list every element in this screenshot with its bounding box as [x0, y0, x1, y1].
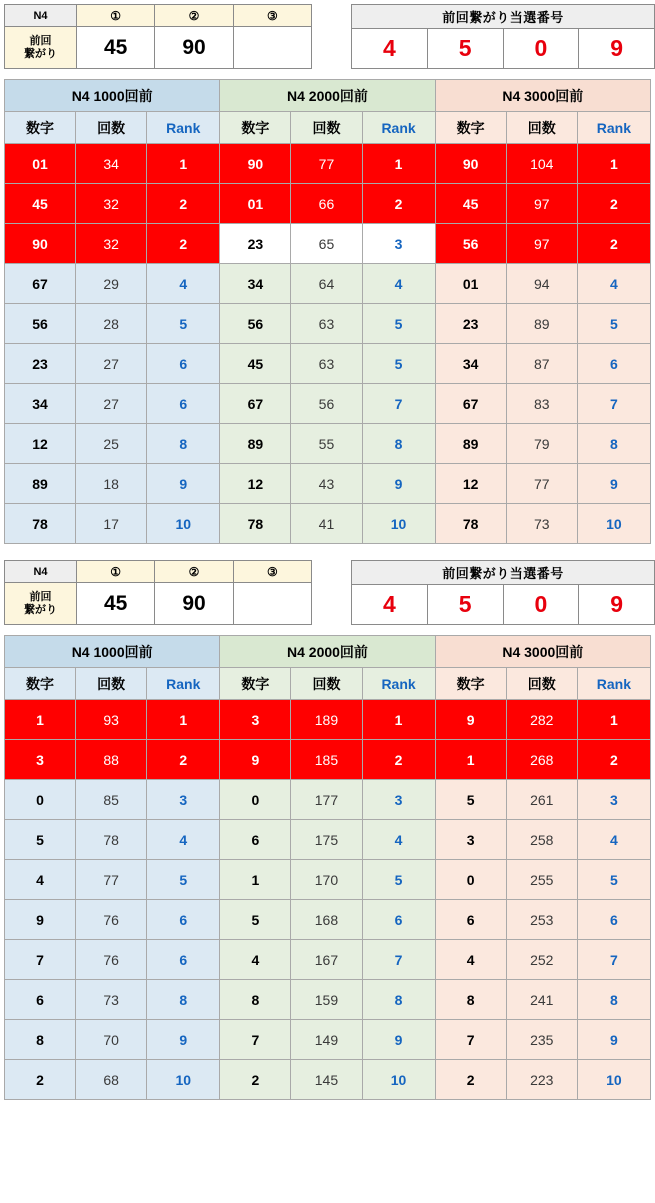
table-row	[5, 424, 651, 464]
table-row	[5, 940, 651, 980]
cell-1000-num-9: 8	[5, 1020, 76, 1060]
cell-1000-rank-5: 5	[147, 304, 220, 344]
cell-1000-num-6: 9	[5, 900, 76, 940]
cell-3000-num-7: 67	[435, 384, 506, 424]
cell-1000-rank-8: 8	[147, 980, 220, 1020]
cell-2000-rank-3: 3	[362, 780, 435, 820]
cell-1000-cnt-4: 78	[76, 820, 147, 860]
cell-3000-num-2: 45	[435, 184, 506, 224]
column-header-2000-rank: Rank	[362, 668, 435, 700]
column-header-3000-num: 数字	[435, 668, 506, 700]
column-header-1000-cnt: 回数	[76, 112, 147, 144]
cell-3000-cnt-6: 253	[506, 900, 577, 940]
cell-2000-cnt-3: 65	[291, 224, 362, 264]
winning-digit-2: 5	[427, 29, 503, 69]
stats-section-2	[0, 556, 655, 1100]
cell-1000-cnt-9: 18	[76, 464, 147, 504]
cell-2000-rank-10: 10	[362, 504, 435, 544]
table-row	[5, 700, 651, 740]
cell-1000-cnt-2: 32	[76, 184, 147, 224]
table-row	[5, 780, 651, 820]
table-row	[5, 344, 651, 384]
column-header-1000-num: 数字	[5, 668, 76, 700]
cell-2000-rank-6: 5	[362, 344, 435, 384]
cell-3000-rank-7: 7	[577, 940, 650, 980]
mini-value-1: 45	[77, 27, 155, 69]
cell-2000-cnt-10: 41	[291, 504, 362, 544]
cell-2000-rank-8: 8	[362, 980, 435, 1020]
table-row	[5, 504, 651, 544]
cell-1000-num-2: 3	[5, 740, 76, 780]
cell-1000-rank-3: 2	[147, 224, 220, 264]
cell-2000-cnt-3: 177	[291, 780, 362, 820]
cell-2000-num-3: 0	[220, 780, 291, 820]
cell-2000-rank-7: 7	[362, 940, 435, 980]
cell-3000-num-6: 34	[435, 344, 506, 384]
mini-row-label: 前回 繋がり	[5, 583, 77, 625]
cell-1000-num-5: 56	[5, 304, 76, 344]
table-row	[5, 184, 651, 224]
column-header-2000-num: 数字	[220, 668, 291, 700]
winning-number-title: 前回繋がり当選番号	[352, 561, 655, 585]
cell-1000-rank-8: 8	[147, 424, 220, 464]
cell-1000-num-3: 90	[5, 224, 76, 264]
cell-2000-cnt-1: 77	[291, 144, 362, 184]
cell-1000-cnt-7: 27	[76, 384, 147, 424]
cell-3000-num-8: 89	[435, 424, 506, 464]
previous-link-table-wrap	[4, 560, 312, 625]
cell-3000-rank-6: 6	[577, 900, 650, 940]
cell-3000-rank-4: 4	[577, 264, 650, 304]
summary-block	[0, 556, 655, 625]
cell-3000-rank-5: 5	[577, 860, 650, 900]
cell-2000-num-6: 45	[220, 344, 291, 384]
cell-2000-rank-7: 7	[362, 384, 435, 424]
cell-3000-cnt-8: 79	[506, 424, 577, 464]
column-header-1000-rank: Rank	[147, 112, 220, 144]
cell-2000-num-1: 3	[220, 700, 291, 740]
table-row	[5, 224, 651, 264]
cell-1000-num-4: 67	[5, 264, 76, 304]
cell-2000-rank-9: 9	[362, 464, 435, 504]
winning-number-table	[351, 560, 655, 625]
cell-3000-num-1: 9	[435, 700, 506, 740]
cell-1000-cnt-2: 88	[76, 740, 147, 780]
table-row	[5, 980, 651, 1020]
cell-2000-cnt-10: 145	[291, 1060, 362, 1100]
cell-2000-num-9: 12	[220, 464, 291, 504]
column-header-1000-rank: Rank	[147, 668, 220, 700]
cell-2000-num-7: 4	[220, 940, 291, 980]
cell-1000-rank-10: 10	[147, 504, 220, 544]
cell-3000-num-3: 5	[435, 780, 506, 820]
column-header-3000-num: 数字	[435, 112, 506, 144]
cell-1000-cnt-6: 27	[76, 344, 147, 384]
cell-3000-cnt-9: 77	[506, 464, 577, 504]
cell-1000-num-7: 34	[5, 384, 76, 424]
cell-2000-rank-6: 6	[362, 900, 435, 940]
cell-2000-num-10: 2	[220, 1060, 291, 1100]
cell-3000-rank-2: 2	[577, 184, 650, 224]
mini-value-3	[233, 27, 311, 69]
mini-row-label: 前回 繋がり	[5, 27, 77, 69]
cell-3000-cnt-10: 73	[506, 504, 577, 544]
mini-value-2: 90	[155, 583, 233, 625]
table-row	[5, 1020, 651, 1060]
frequency-table	[4, 79, 651, 544]
group-header-3000: N4 3000回前	[435, 80, 650, 112]
cell-1000-cnt-3: 32	[76, 224, 147, 264]
cell-2000-cnt-7: 56	[291, 384, 362, 424]
cell-3000-num-5: 0	[435, 860, 506, 900]
cell-3000-rank-3: 3	[577, 780, 650, 820]
cell-2000-cnt-6: 168	[291, 900, 362, 940]
cell-2000-rank-1: 1	[362, 144, 435, 184]
cell-1000-num-7: 7	[5, 940, 76, 980]
cell-1000-rank-10: 10	[147, 1060, 220, 1100]
frequency-table-wrap	[0, 79, 655, 544]
table-row	[5, 740, 651, 780]
cell-2000-num-8: 8	[220, 980, 291, 1020]
cell-2000-rank-4: 4	[362, 820, 435, 860]
cell-3000-rank-1: 1	[577, 700, 650, 740]
column-header-2000-num: 数字	[220, 112, 291, 144]
cell-2000-cnt-8: 55	[291, 424, 362, 464]
cell-2000-rank-5: 5	[362, 860, 435, 900]
cell-1000-num-3: 0	[5, 780, 76, 820]
cell-3000-cnt-9: 235	[506, 1020, 577, 1060]
cell-2000-num-9: 7	[220, 1020, 291, 1060]
cell-3000-rank-5: 5	[577, 304, 650, 344]
mini-value-1: 45	[77, 583, 155, 625]
cell-1000-num-1: 01	[5, 144, 76, 184]
cell-2000-num-4: 34	[220, 264, 291, 304]
cell-3000-num-3: 56	[435, 224, 506, 264]
table-row	[5, 1060, 651, 1100]
cell-2000-rank-5: 5	[362, 304, 435, 344]
cell-2000-num-4: 6	[220, 820, 291, 860]
cell-3000-num-9: 12	[435, 464, 506, 504]
table-row	[5, 820, 651, 860]
cell-3000-num-5: 23	[435, 304, 506, 344]
cell-1000-rank-5: 5	[147, 860, 220, 900]
mini-col-header-2: ②	[155, 561, 233, 583]
winning-number-wrap	[351, 560, 655, 625]
mini-table-label: N4	[5, 561, 77, 583]
cell-1000-num-8: 12	[5, 424, 76, 464]
cell-2000-num-10: 78	[220, 504, 291, 544]
winning-number-table	[351, 4, 655, 69]
table-row	[5, 860, 651, 900]
column-header-3000-rank: Rank	[577, 668, 650, 700]
cell-3000-rank-8: 8	[577, 424, 650, 464]
cell-3000-num-2: 1	[435, 740, 506, 780]
cell-2000-num-2: 01	[220, 184, 291, 224]
winning-number-wrap	[351, 4, 655, 69]
cell-2000-num-8: 89	[220, 424, 291, 464]
winning-digit-3: 0	[503, 29, 579, 69]
cell-3000-rank-9: 9	[577, 1020, 650, 1060]
cell-1000-cnt-8: 73	[76, 980, 147, 1020]
frequency-table	[4, 635, 651, 1100]
cell-3000-cnt-5: 89	[506, 304, 577, 344]
mini-value-2: 90	[155, 27, 233, 69]
column-header-3000-cnt: 回数	[506, 112, 577, 144]
table-row	[5, 464, 651, 504]
cell-3000-cnt-4: 94	[506, 264, 577, 304]
winning-digit-4: 9	[579, 29, 655, 69]
group-header-3000: N4 3000回前	[435, 636, 650, 668]
cell-3000-cnt-6: 87	[506, 344, 577, 384]
cell-3000-num-1: 90	[435, 144, 506, 184]
cell-1000-cnt-4: 29	[76, 264, 147, 304]
cell-1000-rank-6: 6	[147, 900, 220, 940]
cell-2000-cnt-6: 63	[291, 344, 362, 384]
cell-1000-num-9: 89	[5, 464, 76, 504]
cell-1000-num-2: 45	[5, 184, 76, 224]
cell-2000-cnt-5: 63	[291, 304, 362, 344]
cell-3000-rank-1: 1	[577, 144, 650, 184]
column-header-3000-cnt: 回数	[506, 668, 577, 700]
cell-1000-num-10: 78	[5, 504, 76, 544]
cell-2000-cnt-5: 170	[291, 860, 362, 900]
winning-number-title: 前回繋がり当選番号	[352, 5, 655, 29]
cell-3000-cnt-7: 83	[506, 384, 577, 424]
mini-table-label: N4	[5, 5, 77, 27]
cell-3000-rank-4: 4	[577, 820, 650, 860]
table-row	[5, 384, 651, 424]
cell-1000-rank-7: 6	[147, 940, 220, 980]
cell-1000-rank-2: 2	[147, 740, 220, 780]
cell-3000-cnt-10: 223	[506, 1060, 577, 1100]
previous-link-table-wrap	[4, 4, 312, 69]
cell-3000-cnt-3: 97	[506, 224, 577, 264]
cell-2000-rank-3: 3	[362, 224, 435, 264]
mini-col-header-3: ③	[233, 561, 311, 583]
cell-3000-rank-6: 6	[577, 344, 650, 384]
cell-3000-rank-9: 9	[577, 464, 650, 504]
cell-1000-rank-1: 1	[147, 700, 220, 740]
mini-col-header-3: ③	[233, 5, 311, 27]
winning-digit-3: 0	[503, 585, 579, 625]
group-header-2000: N4 2000回前	[220, 80, 435, 112]
winning-digit-1: 4	[352, 29, 428, 69]
table-row	[5, 144, 651, 184]
cell-2000-cnt-4: 175	[291, 820, 362, 860]
cell-1000-rank-9: 9	[147, 1020, 220, 1060]
cell-1000-cnt-5: 28	[76, 304, 147, 344]
cell-2000-num-5: 1	[220, 860, 291, 900]
column-header-2000-cnt: 回数	[291, 112, 362, 144]
cell-3000-num-8: 8	[435, 980, 506, 1020]
group-header-1000: N4 1000回前	[5, 80, 220, 112]
cell-3000-cnt-5: 255	[506, 860, 577, 900]
cell-2000-cnt-1: 189	[291, 700, 362, 740]
mini-col-header-2: ②	[155, 5, 233, 27]
cell-1000-rank-4: 4	[147, 264, 220, 304]
cell-3000-num-6: 6	[435, 900, 506, 940]
cell-3000-cnt-2: 97	[506, 184, 577, 224]
column-header-2000-cnt: 回数	[291, 668, 362, 700]
cell-2000-cnt-9: 149	[291, 1020, 362, 1060]
cell-1000-cnt-7: 76	[76, 940, 147, 980]
cell-2000-cnt-2: 66	[291, 184, 362, 224]
cell-2000-num-3: 23	[220, 224, 291, 264]
column-header-1000-num: 数字	[5, 112, 76, 144]
cell-3000-cnt-2: 268	[506, 740, 577, 780]
column-header-1000-cnt: 回数	[76, 668, 147, 700]
cell-1000-cnt-6: 76	[76, 900, 147, 940]
table-row	[5, 304, 651, 344]
cell-2000-num-2: 9	[220, 740, 291, 780]
cell-2000-cnt-8: 159	[291, 980, 362, 1020]
cell-3000-num-10: 78	[435, 504, 506, 544]
cell-2000-cnt-9: 43	[291, 464, 362, 504]
previous-link-table	[4, 4, 312, 69]
cell-3000-rank-3: 2	[577, 224, 650, 264]
column-header-3000-rank: Rank	[577, 112, 650, 144]
cell-1000-num-6: 23	[5, 344, 76, 384]
mini-col-header-1: ①	[77, 5, 155, 27]
cell-2000-rank-4: 4	[362, 264, 435, 304]
cell-1000-cnt-3: 85	[76, 780, 147, 820]
cell-2000-rank-8: 8	[362, 424, 435, 464]
cell-1000-cnt-5: 77	[76, 860, 147, 900]
cell-2000-cnt-4: 64	[291, 264, 362, 304]
cell-1000-cnt-8: 25	[76, 424, 147, 464]
cell-2000-rank-10: 10	[362, 1060, 435, 1100]
cell-3000-num-4: 3	[435, 820, 506, 860]
cell-2000-rank-2: 2	[362, 184, 435, 224]
previous-link-table	[4, 560, 312, 625]
cell-1000-cnt-10: 17	[76, 504, 147, 544]
cell-2000-cnt-2: 185	[291, 740, 362, 780]
cell-2000-cnt-7: 167	[291, 940, 362, 980]
cell-1000-num-1: 1	[5, 700, 76, 740]
cell-2000-num-1: 90	[220, 144, 291, 184]
cell-3000-num-10: 2	[435, 1060, 506, 1100]
cell-3000-rank-7: 7	[577, 384, 650, 424]
cell-1000-rank-6: 6	[147, 344, 220, 384]
cell-3000-num-7: 4	[435, 940, 506, 980]
table-row	[5, 900, 651, 940]
mini-value-3	[233, 583, 311, 625]
cell-1000-rank-3: 3	[147, 780, 220, 820]
cell-3000-rank-10: 10	[577, 1060, 650, 1100]
cell-1000-num-4: 5	[5, 820, 76, 860]
cell-3000-num-9: 7	[435, 1020, 506, 1060]
cell-1000-cnt-1: 34	[76, 144, 147, 184]
cell-1000-num-5: 4	[5, 860, 76, 900]
table-row	[5, 264, 651, 304]
cell-1000-cnt-1: 93	[76, 700, 147, 740]
cell-1000-num-10: 2	[5, 1060, 76, 1100]
stats-section-1	[0, 0, 655, 544]
cell-2000-num-6: 5	[220, 900, 291, 940]
cell-2000-rank-2: 2	[362, 740, 435, 780]
cell-3000-cnt-3: 261	[506, 780, 577, 820]
group-header-2000: N4 2000回前	[220, 636, 435, 668]
cell-1000-rank-4: 4	[147, 820, 220, 860]
cell-1000-cnt-9: 70	[76, 1020, 147, 1060]
frequency-table-wrap	[0, 635, 655, 1100]
winning-digit-1: 4	[352, 585, 428, 625]
summary-block	[0, 0, 655, 69]
cell-3000-rank-10: 10	[577, 504, 650, 544]
group-header-1000: N4 1000回前	[5, 636, 220, 668]
cell-2000-rank-9: 9	[362, 1020, 435, 1060]
cell-3000-cnt-7: 252	[506, 940, 577, 980]
cell-3000-cnt-1: 282	[506, 700, 577, 740]
cell-3000-num-4: 01	[435, 264, 506, 304]
cell-2000-rank-1: 1	[362, 700, 435, 740]
cell-1000-rank-7: 6	[147, 384, 220, 424]
cell-1000-rank-9: 9	[147, 464, 220, 504]
cell-2000-num-7: 67	[220, 384, 291, 424]
cell-3000-cnt-4: 258	[506, 820, 577, 860]
cell-3000-rank-8: 8	[577, 980, 650, 1020]
cell-1000-cnt-10: 68	[76, 1060, 147, 1100]
cell-1000-rank-1: 1	[147, 144, 220, 184]
column-header-2000-rank: Rank	[362, 112, 435, 144]
cell-3000-cnt-1: 104	[506, 144, 577, 184]
cell-1000-rank-2: 2	[147, 184, 220, 224]
cell-3000-rank-2: 2	[577, 740, 650, 780]
cell-1000-num-8: 6	[5, 980, 76, 1020]
cell-2000-num-5: 56	[220, 304, 291, 344]
winning-digit-2: 5	[427, 585, 503, 625]
mini-col-header-1: ①	[77, 561, 155, 583]
cell-3000-cnt-8: 241	[506, 980, 577, 1020]
winning-digit-4: 9	[579, 585, 655, 625]
